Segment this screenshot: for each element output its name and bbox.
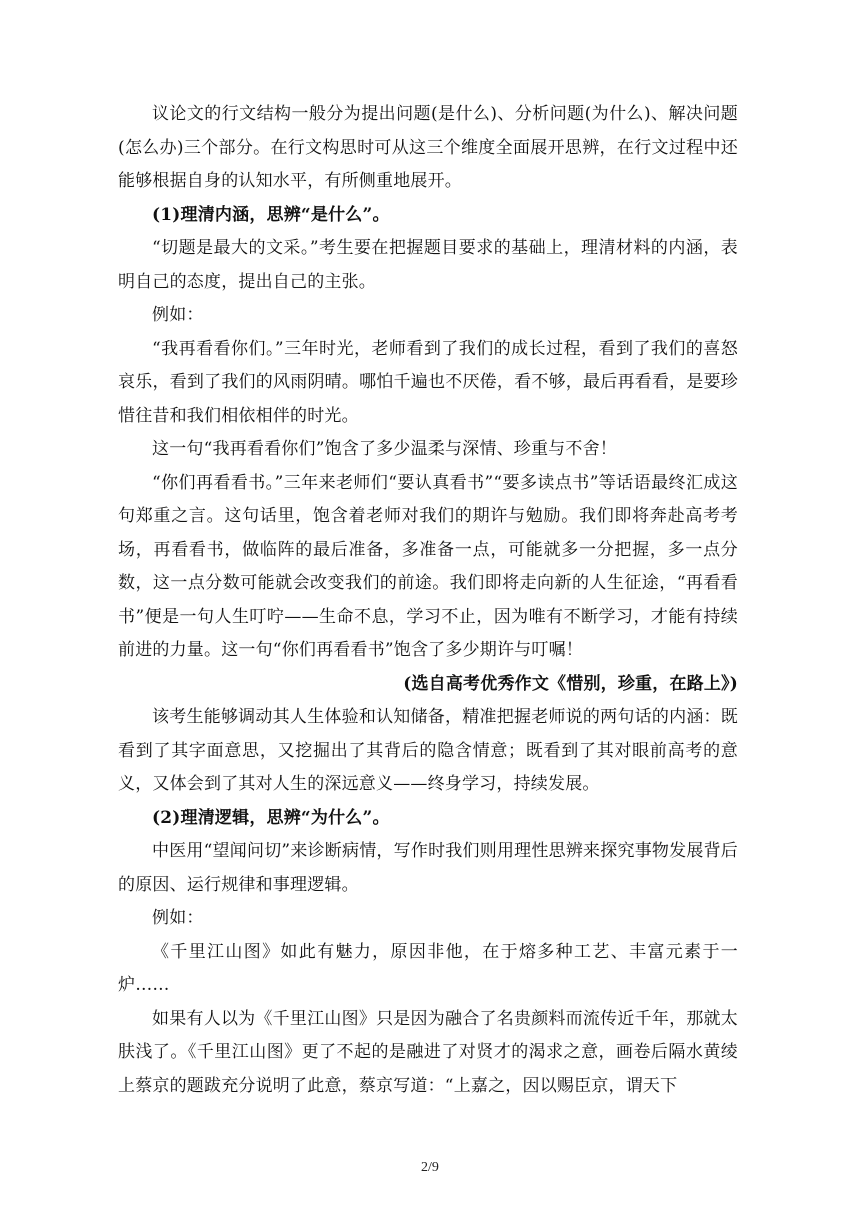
section-heading-why: (2)理清逻辑，思辨“为什么”。 — [152, 807, 390, 828]
intro-paragraph: 议论文的行文结构一般分为提出问题(是什么)、分析问题(为什么)、解决问题(怎么办)三个部分。在行文构思时可从这三个维度全面展开思辨，在行文过程中还能够根据自身的认知水平，有所侧重地展开。 — [118, 104, 738, 191]
body-paragraph: “切题是最大的文采。”考生要在把握题目要求的基础上，理清材料的内涵，表明自己的态度，提出自己的主张。 — [118, 238, 738, 292]
example-paragraph: “我再看看你们。”三年时光，老师看到了我们的成长过程，看到了我们的喜怒哀乐，看到了我们的风雨阴晴。哪怕千遍也不厌倦，看不够，最后再看看，是要珍惜往昔和我们相依相伴的时光。 — [118, 338, 738, 426]
section-heading-what: (1)理清内涵，思辨“是什么”。 — [152, 204, 390, 225]
analysis-paragraph: 该考生能够调动其人生体验和认知储备，精准把握老师说的两句话的内涵：既看到了其字面意思，又挖掘出了其背后的隐含情意；既看到了其对眼前高考的意义，又体会到了其对人生的深远意义——终身学习，持续发展。 — [118, 707, 738, 794]
example-paragraph: 这一句“我再看看你们”饱含了多少温柔与深情、珍重与不舍！ — [152, 439, 617, 459]
example-paragraph: “你们再看看书。”三年来老师们“要认真看书”“要多读点书”等话语最终汇成这句郑重之言。这句话里，饱含着老师对我们的期许与勉励。我们即将奔赴高考考场，再看看书，做临阵的最后准备，多准备一点，可能就多一分把握，多一点分数，这一点分数可能就会改变我们的前途。我们即将走向新的人生征途，“再看看书”便是一句人生叮咛——生命不息，学习不止，因为唯有不断学习，才能有持续前进的力量。这一句“你们再看看书”饱含了多少期许与叮嘱！ — [118, 472, 738, 660]
example-label: 例如： — [152, 305, 204, 325]
document-page — [118, 98, 738, 1103]
example-label: 例如： — [152, 908, 204, 928]
example-paragraph: 如果有人以为《千里江山图》只是因为融合了名贵颜料而流传近千年，那就太肤浅了。《千里江山图》更了不起的是融进了对贤才的渴求之意，画卷后隔水黄绫上蔡京的题跋充分说明了此意，蔡京写道：“上嘉之，因以赐臣京，谓天下 — [118, 1008, 738, 1096]
body-paragraph: 中医用“望闻问切”来诊断病情，写作时我们则用理性思辨来探究事物发展背后的原因、运行规律和事理逻辑。 — [118, 841, 738, 895]
page-number: 2/9 — [421, 1160, 439, 1175]
example-paragraph: 《千里江山图》如此有魅力，原因非他，在于熔多种工艺、丰富元素于一炉…… — [118, 941, 738, 995]
example-source: (选自高考优秀作文《惜别，珍重，在路上》) — [403, 673, 738, 694]
